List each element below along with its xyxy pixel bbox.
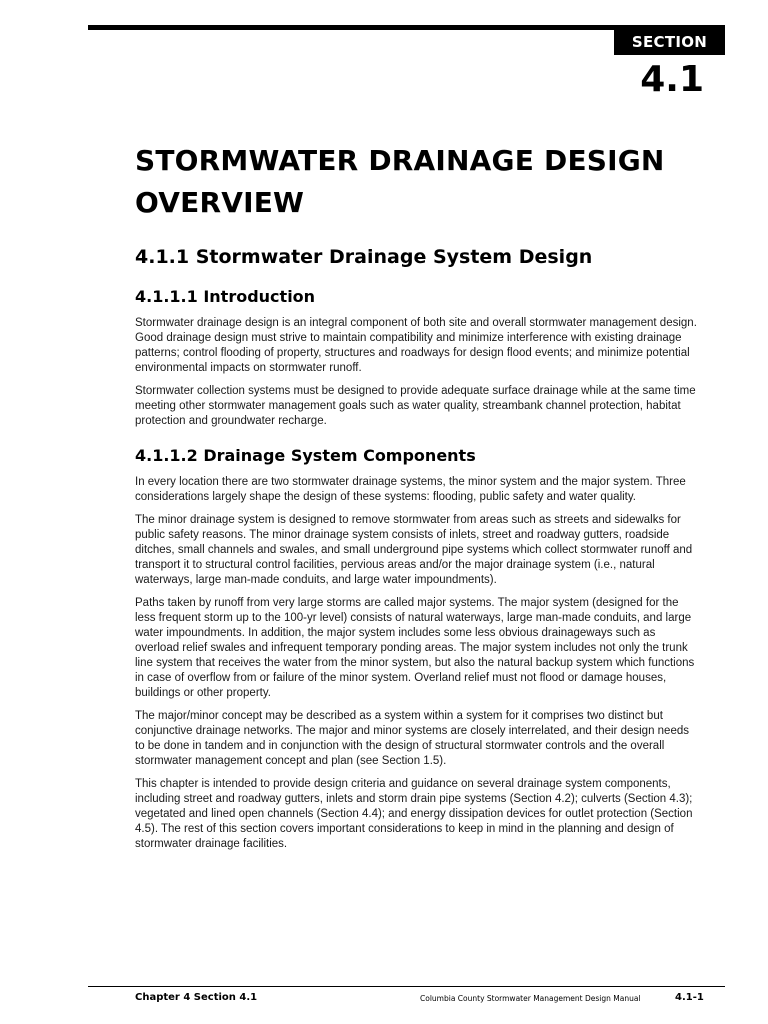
paragraph: In every location there are two stormwater drainage systems, the minor system and the major system. Three considerations largely shape the design of these systems: flooding, public safety and water quality. xyxy=(135,476,686,503)
components-heading: 4.1.1.2 Drainage System Components xyxy=(135,446,476,465)
chapter-title: STORMWATER DRAINAGE DESIGN OVERVIEW xyxy=(135,144,665,219)
paragraph: Stormwater collection systems must be designed to provide adequate surface drainage while at the same time meeting other stormwater management goals such as water quality, streambank channel protection, habitat protection and groundwater recharge. xyxy=(135,385,696,427)
footer-rule xyxy=(88,986,725,987)
subsection-heading: 4.1.1 Stormwater Drainage System Design xyxy=(135,246,593,268)
introduction-heading: 4.1.1.1 Introduction xyxy=(135,287,316,306)
section-label: SECTION xyxy=(614,30,725,55)
page-content xyxy=(135,140,700,852)
footer-page-number: 4.1-1 xyxy=(675,992,704,1003)
paragraph: Paths taken by runoff from very large storms are called major systems. The major system (designed for the less frequent storm up to the 100-yr level) consists of natural waterways, large man-made conduits, and large water impoundments. In addition, the major system includes some less obvious drainageways such as overload relief swales and infrequent temporary ponding areas. The major system includes not only the trunk line system that receives the water from the minor system, but also the natural backup system which functions in case of overflow from or failure of the minor system. Overland relief must not flood or damage houses, buildings or other property. xyxy=(135,597,695,699)
paragraph: This chapter is intended to provide design criteria and guidance on several drainage system components, including street and roadway gutters, inlets and storm drain pipe systems (Section 4.2); culverts (Section 4.3); vegetated and lined open channels (Section 4.4); and energy dissipation devices for outlet protection (Section 4.5). The rest of this section covers important considerations to keep in mind in the planning and design of stormwater drainage facilities. xyxy=(135,778,693,850)
paragraph: Stormwater drainage design is an integral component of both site and overall stormwater management design. Good drainage design must strive to maintain compatibility and minimize interference with existing drainage patterns; control flooding of property, structures and roadways for design flood events; and minimize potential environmental impacts on stormwater runoff. xyxy=(135,317,697,374)
paragraph: The minor drainage system is designed to remove stormwater from areas such as streets and sidewalks for public safety reasons. The minor drainage system consists of inlets, street and roadway gutters, roadside ditches, small channels and swales, and small underground pipe systems which collect stormwater runoff and transport it to structural control facilities, pervious areas and/or the major drainage system (i.e., natural waterways, large man-made conduits, and large water impoundments). xyxy=(135,514,693,586)
footer-manual-title: Columbia County Stormwater Management Design Manual xyxy=(420,994,641,1003)
section-number: 4.1 xyxy=(640,59,704,100)
footer-chapter: Chapter 4 Section 4.1 xyxy=(135,992,258,1003)
paragraph: The major/minor concept may be described as a system within a system for it comprises two distinct but conjunctive drainage networks. The major and minor systems are closely interrelated, and their design needs to be done in tandem and in conjunction with the design of structural stormwater controls and the overall stormwater management concept and plan (see Section 1.5). xyxy=(135,710,689,767)
